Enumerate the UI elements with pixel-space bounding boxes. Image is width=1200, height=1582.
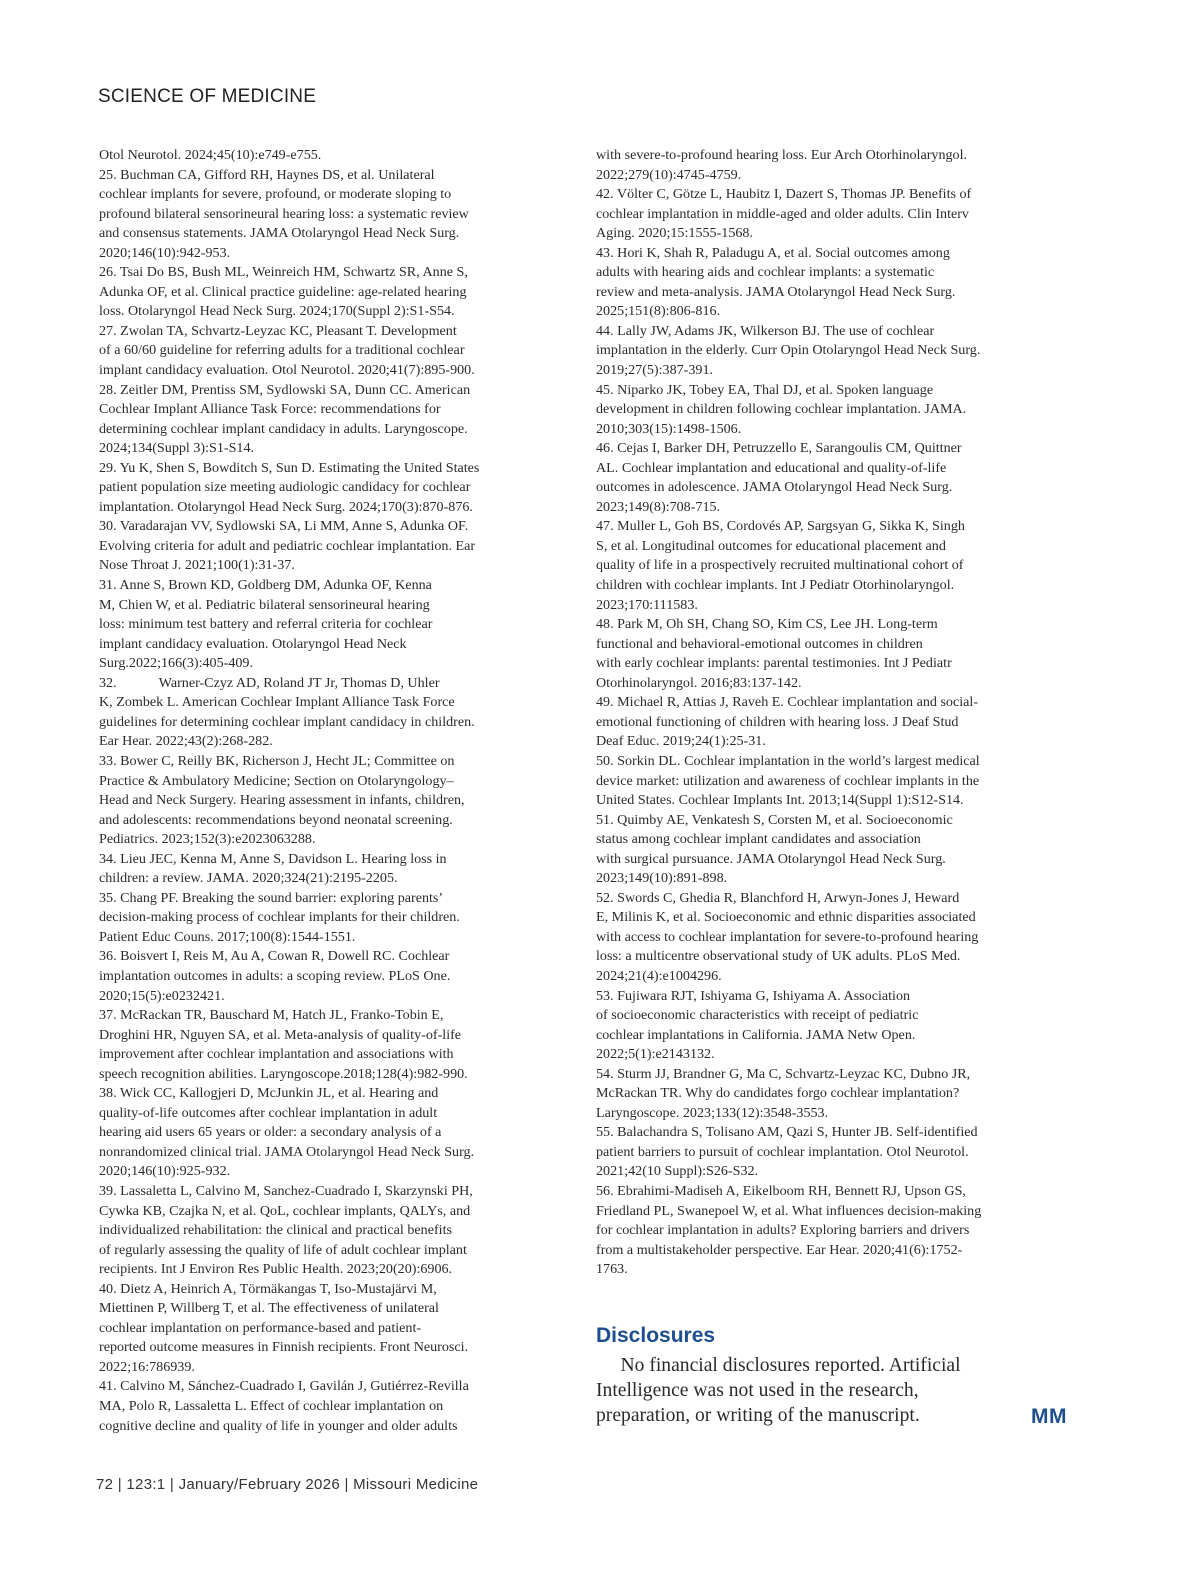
disclosures-heading: Disclosures [596, 1324, 716, 1347]
reference-line: patient population size meeting audiologic candidacy for cochlear [99, 479, 471, 496]
reference-line: loss: minimum test battery and referral criteria for cochlear [99, 616, 433, 633]
reference-line: 2023;149(8):708-715. [596, 498, 721, 515]
reference-line: implantation. Otolaryngol Head Neck Surg. 2024;170(3):870-876. [99, 498, 473, 515]
reference-line: 48. Park M, Oh SH, Chang SO, Kim CS, Lee JH. Long-term [596, 616, 938, 633]
reference-line: quality-of-life outcomes after cochlear implantation in adult [99, 1104, 438, 1121]
reference-line: 34. Lieu JEC, Kenna M, Anne S, Davidson L. Hearing loss in [99, 850, 447, 867]
reference-line: 25. Buchman CA, Gifford RH, Haynes DS, et al. Unilateral [99, 166, 435, 183]
reference-line: 54. Sturm JJ, Brandner G, Ma C, Schvartz-Leyzac KC, Dubno JR, [596, 1065, 971, 1082]
reference-line: emotional functioning of children with hearing loss. J Deaf Stud [596, 713, 959, 730]
reference-line: review and meta-analysis. JAMA Otolaryngol Head Neck Surg. [596, 283, 956, 300]
reference-line: cognitive decline and quality of life in younger and older adults [99, 1417, 458, 1434]
reference-line: 2020;146(10):942-953. [99, 244, 231, 261]
reference-line: 2010;303(15):1498-1506. [596, 420, 742, 437]
disclosures-text [596, 1353, 1026, 1428]
reference-line: 2022;279(10):4745-4759. [596, 166, 742, 183]
reference-line: M, Chien W, et al. Pediatric bilateral sensorineural hearing [99, 596, 430, 613]
reference-line: patient barriers to pursuit of cochlear implantation. Otol Neurotol. [596, 1143, 969, 1160]
reference-line: implant candidacy evaluation. Otol Neurotol. 2020;41(7):895-900. [99, 362, 475, 379]
reference-line: K, Zombek L. American Cochlear Implant Alliance Task Force [99, 694, 455, 711]
reference-line: Ear Hear. 2022;43(2):268-282. [99, 733, 273, 750]
disclosure-line: Intelligence was not used in the research, [596, 1380, 919, 1401]
reference-line: individualized rehabilitation: the clinical and practical benefits [99, 1222, 452, 1239]
reference-line: 2025;151(8):806-816. [596, 303, 721, 320]
reference-line: Laryngoscope. 2023;133(12):3548-3553. [596, 1104, 829, 1121]
reference-line: 50. Sorkin DL. Cochlear implantation in the world’s largest medical [596, 752, 980, 769]
reference-line: 43. Hori K, Shah R, Paladugu A, et al. Social outcomes among [596, 244, 950, 261]
reference-line: implantation in the elderly. Curr Opin Otolaryngol Head Neck Surg. [596, 342, 981, 359]
reference-line: MA, Polo R, Lassaletta L. Effect of cochlear implantation on [99, 1398, 444, 1414]
reference-line: of a 60/60 guideline for referring adults for a traditional cochlear [99, 342, 465, 359]
reference-line: Cywka KB, Czajka N, et al. QoL, cochlear implants, QALYs, and [99, 1202, 471, 1219]
reference-line: 51. Quimby AE, Venkatesh S, Corsten M, et al. Socioeconomic [596, 811, 953, 828]
disclosure-line: No financial disclosures reported. Artificial [596, 1355, 961, 1376]
reference-line: 2023;170:111583. [596, 596, 698, 613]
reference-line: nonrandomized clinical trial. JAMA Otolaryngol Head Neck Surg. [99, 1143, 475, 1160]
disclosure-line: preparation, or writing of the manuscript. [596, 1405, 920, 1426]
reference-line: 2020;15(5):e0232421. [99, 987, 225, 1004]
reference-line: development in children following cochlear implantation. JAMA. [596, 401, 967, 418]
reference-line: loss. Otolaryngol Head Neck Surg. 2024;170(Suppl 2):S1-S54. [99, 303, 455, 320]
reference-line: Nose Throat J. 2021;100(1):31-37. [99, 557, 295, 574]
reference-line: 55. Balachandra S, Tolisano AM, Qazi S, Hunter JB. Self-identified [596, 1124, 978, 1141]
reference-line: United States. Cochlear Implants Int. 2013;14(Suppl 1):S12-S14. [596, 792, 964, 809]
reference-line: Practice & Ambulatory Medicine; Section on Otolaryngology– [99, 772, 454, 789]
reference-line: Surg.2022;166(3):405-409. [99, 655, 253, 672]
reference-line: quality of life in a prospectively recruited multinational cohort of [596, 557, 964, 574]
reference-line: and consensus statements. JAMA Otolaryngol Head Neck Surg. [99, 225, 460, 242]
reference-line: 44. Lally JW, Adams JK, Wilkerson BJ. The use of cochlear [596, 322, 935, 339]
reference-line: children with cochlear implants. Int J Pediatr Otorhinolaryngol. [596, 577, 955, 594]
reference-line: 2023;149(10):891-898. [596, 870, 728, 887]
reference-line: Head and Neck Surgery. Hearing assessment in infants, children, [99, 792, 465, 809]
reference-line: with severe-to-profound hearing loss. Eur Arch Otorhinolaryngol. [596, 147, 968, 163]
reference-line: Otorhinolaryngol. 2016;83:137-142. [596, 674, 802, 691]
section-header: SCIENCE OF MEDICINE [98, 86, 317, 107]
reference-line: outcomes in adolescence. JAMA Otolaryngol Head Neck Surg. [596, 479, 953, 496]
reference-line: improvement after cochlear implantation and associations with [99, 1046, 454, 1063]
reference-line: Deaf Educ. 2019;24(1):25-31. [596, 733, 766, 750]
reference-line: with access to cochlear implantation for severe-to-profound hearing [596, 928, 979, 945]
reference-line: 31. Anne S, Brown KD, Goldberg DM, Adunka OF, Kenna [99, 577, 432, 594]
end-mark: MM [1031, 1405, 1067, 1428]
reference-line: 49. Michael R, Attias J, Raveh E. Cochlear implantation and social- [596, 694, 979, 711]
reference-line: 30. Varadarajan VV, Sydlowski SA, Li MM, Anne S, Adunka OF. [99, 518, 469, 535]
reference-line: loss: a multicentre observational study of UK adults. PLoS Med. [596, 948, 961, 965]
reference-line: 36. Boisvert I, Reis M, Au A, Cowan R, Dowell RC. Cochlear [99, 948, 450, 965]
reference-line: 2022;16:786939. [99, 1358, 195, 1375]
reference-line: 26. Tsai Do BS, Bush ML, Weinreich HM, Schwartz SR, Anne S, [99, 264, 468, 281]
reference-line: of socioeconomic characteristics with receipt of pediatric [596, 1007, 919, 1024]
reference-line: Pediatrics. 2023;152(3):e2023063288. [99, 831, 316, 848]
reference-line: speech recognition abilities. Laryngoscope.2018;128(4):982-990. [99, 1065, 468, 1082]
reference-line: 1763. [596, 1261, 628, 1278]
reference-line: 47. Muller L, Goh BS, Cordovés AP, Sargsyan G, Sikka K, Singh [596, 518, 965, 535]
reference-line: 29. Yu K, Shen S, Bowditch S, Sun D. Estimating the United States [99, 459, 480, 476]
reference-line: Patient Educ Couns. 2017;100(8):1544-1551. [99, 928, 356, 945]
reference-line: 2022;5(1):e2143132. [596, 1046, 715, 1063]
reference-line: 40. Dietz A, Heinrich A, Törmäkangas T, Iso-Mustajärvi M, [99, 1280, 437, 1297]
reference-line: 41. Calvino M, Sánchez-Cuadrado I, Gavilán J, Gutiérrez-Revilla [99, 1378, 469, 1395]
reference-line: Adunka OF, et al. Clinical practice guideline: age-related hearing [99, 283, 467, 300]
reference-line: implant candidacy evaluation. Otolaryngol Head Neck [99, 635, 407, 652]
reference-line: hearing aid users 65 years or older: a secondary analysis of a [99, 1124, 442, 1141]
reference-line: 32. Warner-Czyz AD, Roland JT Jr, Thomas D, Uhler [99, 674, 440, 691]
reference-line: decision-making process of cochlear implants for their children. [99, 909, 460, 926]
reference-line: cochlear implantations in California. JAMA Netw Open. [596, 1026, 916, 1043]
references-left-column [99, 146, 523, 1436]
reference-line: 42. Völter C, Götze L, Haubitz I, Dazert S, Thomas JP. Benefits of [596, 186, 972, 203]
reference-line: cochlear implants for severe, profound, or moderate sloping to [99, 186, 452, 203]
reference-line: 39. Lassaletta L, Calvino M, Sanchez-Cuadrado I, Skarzynski PH, [99, 1182, 473, 1199]
reference-line: 45. Niparko JK, Tobey EA, Thal DJ, et al. Spoken language [596, 381, 934, 398]
reference-line: 33. Bower C, Reilly BK, Richerson J, Hecht JL; Committee on [99, 752, 455, 769]
page-footer: 72 | 123:1 | January/February 2026 | Missouri Medicine [96, 1476, 479, 1493]
reference-line: implantation outcomes in adults: a scoping review. PLoS One. [99, 967, 451, 984]
reference-line: with early cochlear implants: parental testimonies. Int J Pediatr [596, 655, 952, 672]
reference-line: Friedland PL, Swanepoel W, et al. What influences decision-making [596, 1202, 982, 1219]
reference-line: 37. McRackan TR, Bauschard M, Hatch JL, Franko-Tobin E, [99, 1007, 444, 1024]
reference-line: device market: utilization and awareness of cochlear implants in the [596, 772, 980, 789]
reference-line: functional and behavioral-emotional outcomes in children [596, 635, 923, 652]
reference-line: 2019;27(5):387-391. [596, 362, 714, 379]
reference-line: reported outcome measures in Finnish recipients. Front Neurosci. [99, 1339, 469, 1356]
reference-line: 27. Zwolan TA, Schvartz-Leyzac KC, Pleasant T. Development [99, 322, 457, 339]
reference-line: adults with hearing aids and cochlear implants: a systematic [596, 264, 935, 281]
reference-line: 2024;134(Suppl 3):S1-S14. [99, 440, 255, 457]
reference-line: 2020;146(10):925-932. [99, 1163, 231, 1180]
reference-line: 35. Chang PF. Breaking the sound barrier: exploring parents’ [99, 889, 444, 906]
reference-line: for cochlear implantation in adults? Exploring barriers and drivers [596, 1222, 970, 1239]
reference-line: 46. Cejas I, Barker DH, Petruzzello E, Sarangoulis CM, Quittner [596, 440, 962, 457]
reference-line: recipients. Int J Environ Res Public Health. 2023;20(20):6906. [99, 1261, 453, 1278]
reference-line: Evolving criteria for adult and pediatric cochlear implantation. Ear [99, 537, 476, 554]
reference-line: 52. Swords C, Ghedia R, Blanchford H, Arwyn-Jones J, Heward [596, 889, 960, 906]
reference-line: cochlear implantation in middle-aged and older adults. Clin Interv [596, 205, 969, 222]
reference-line: 56. Ebrahimi-Madiseh A, Eikelboom RH, Bennett RJ, Upson GS, [596, 1182, 966, 1199]
reference-line: children: a review. JAMA. 2020;324(21):2195-2205. [99, 870, 398, 887]
reference-line: with surgical pursuance. JAMA Otolaryngol Head Neck Surg. [596, 850, 946, 867]
reference-line: S, et al. Longitudinal outcomes for educational placement and [596, 537, 946, 554]
reference-line: 2024;21(4):e1004296. [596, 967, 722, 984]
reference-line: E, Milinis K, et al. Socioeconomic and ethnic disparities associated [596, 909, 976, 926]
reference-line: AL. Cochlear implantation and educational and quality-of-life [596, 459, 947, 476]
reference-line: Droghini HR, Nguyen SA, et al. Meta-analysis of quality-of-life [99, 1026, 462, 1043]
reference-line: 53. Fujiwara RJT, Ishiyama G, Ishiyama A. Association [596, 987, 911, 1004]
reference-line: 2021;42(10 Suppl):S26-S32. [596, 1163, 759, 1180]
references-right-column [596, 146, 1030, 1280]
reference-line: 38. Wick CC, Kallogjeri D, McJunkin JL, et al. Hearing and [99, 1085, 439, 1102]
reference-line: determining cochlear implant candidacy in adults. Laryngoscope. [99, 420, 468, 437]
reference-line: and adolescents: recommendations beyond neonatal screening. [99, 811, 453, 828]
reference-line: from a multistakeholder perspective. Ear Hear. 2020;41(6):1752- [596, 1241, 963, 1258]
reference-line: guidelines for determining cochlear implant candidacy in children. [99, 713, 475, 730]
reference-line: profound bilateral sensorineural hearing loss: a systematic review [99, 205, 469, 222]
reference-line: McRackan TR. Why do candidates forgo cochlear implantation? [596, 1085, 960, 1102]
reference-line: Aging. 2020;15:1555-1568. [596, 225, 753, 242]
reference-line: 28. Zeitler DM, Prentiss SM, Sydlowski SA, Dunn CC. American [99, 381, 471, 398]
reference-line: cochlear implantation on performance-based and patient- [99, 1319, 422, 1336]
reference-line: of regularly assessing the quality of life of adult cochlear implant [99, 1241, 467, 1258]
reference-line: Otol Neurotol. 2024;45(10):e749-e755. [99, 147, 322, 163]
reference-line: Cochlear Implant Alliance Task Force: recommendations for [99, 401, 441, 418]
reference-line: Miettinen P, Willberg T, et al. The effectiveness of unilateral [99, 1300, 439, 1317]
reference-line: status among cochlear implant candidates and association [596, 831, 921, 848]
